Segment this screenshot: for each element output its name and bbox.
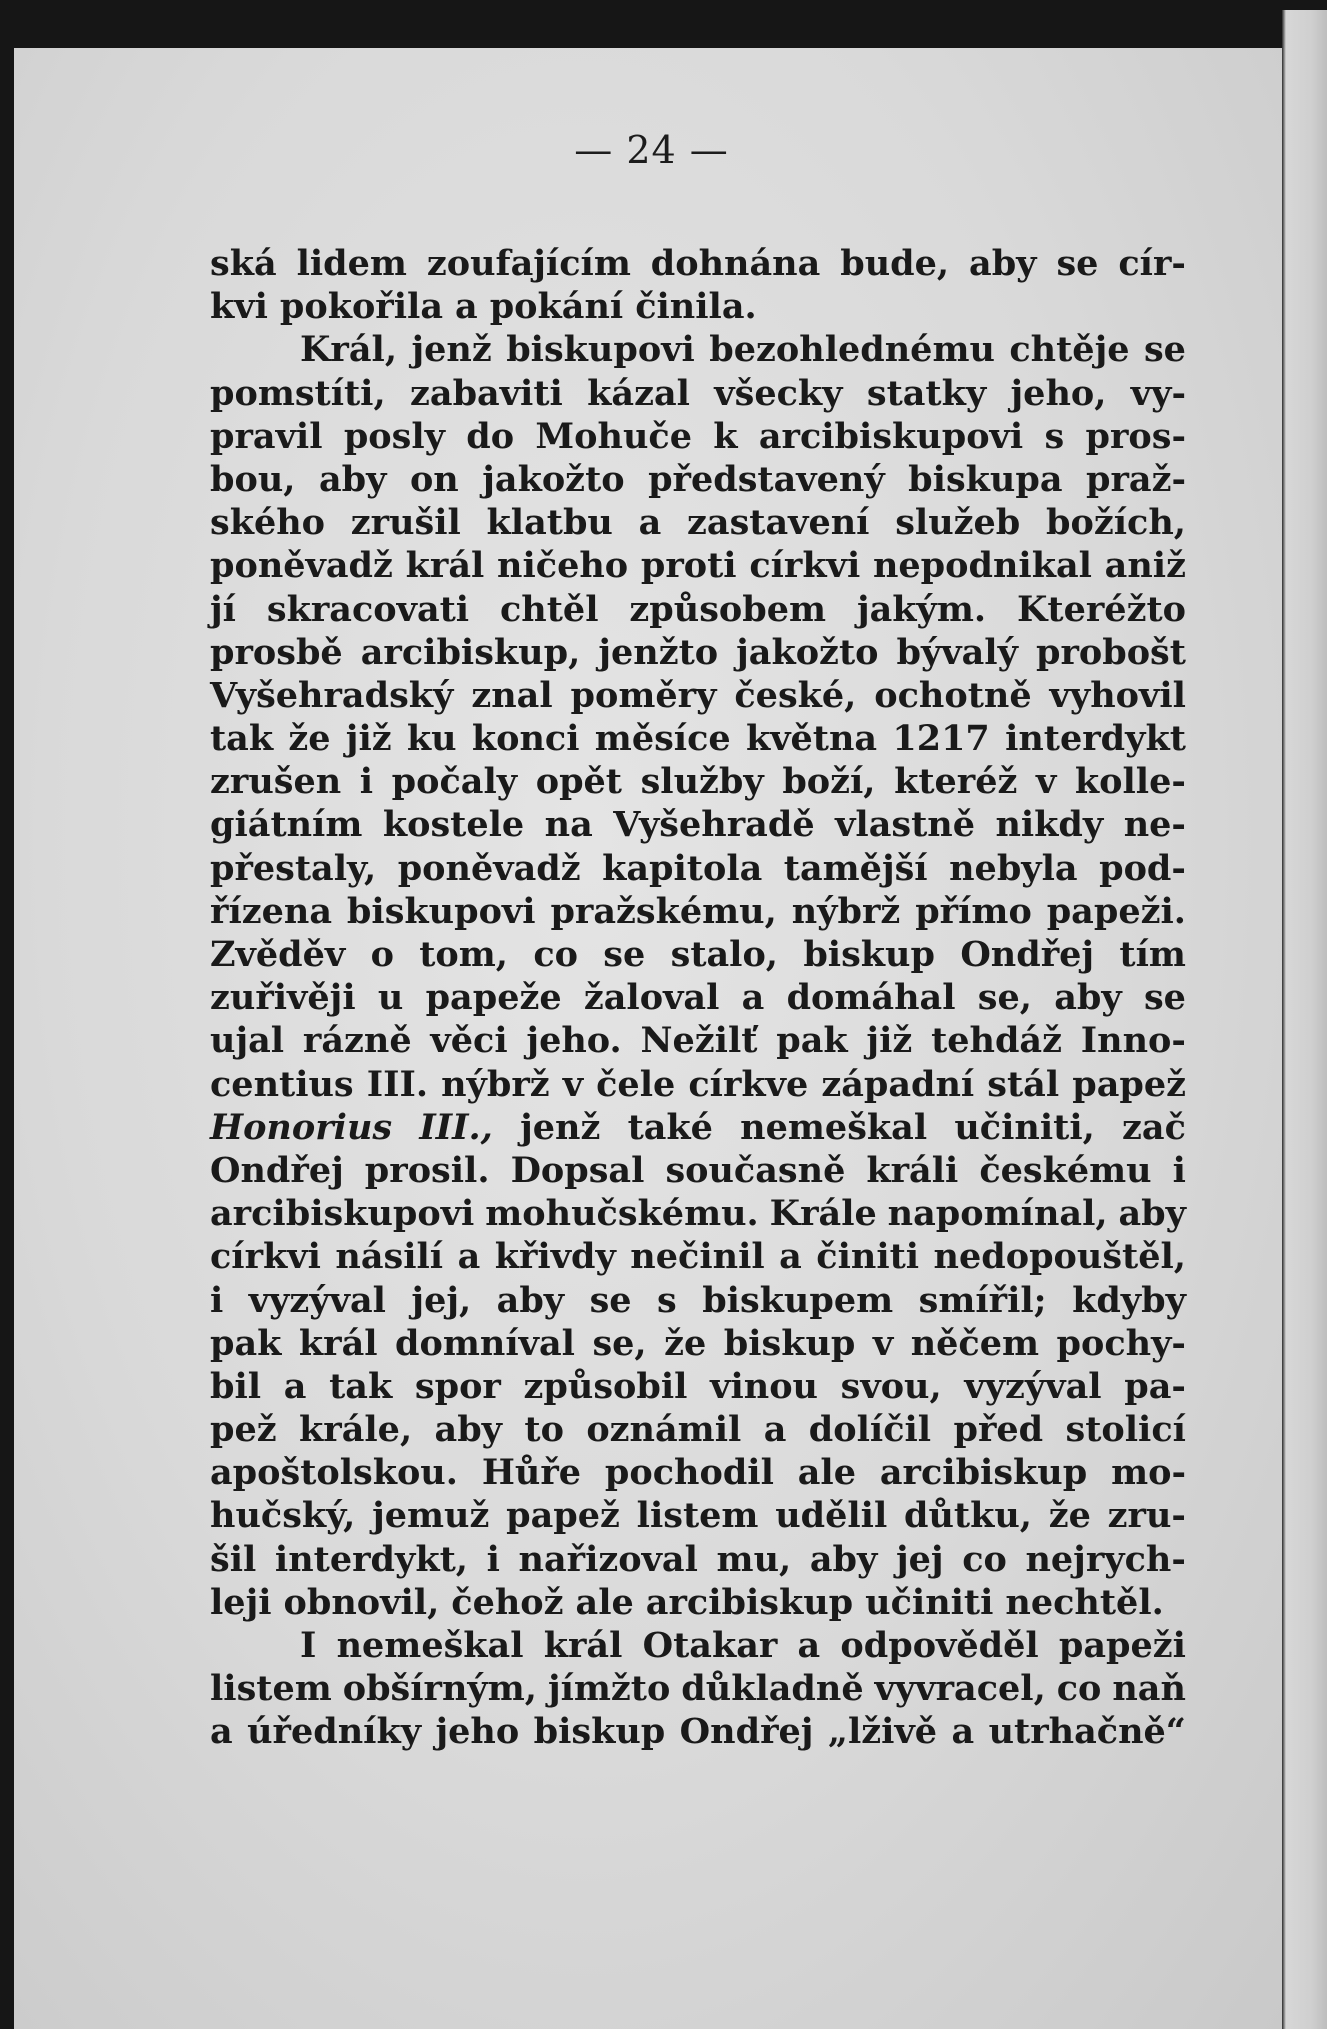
text-line: centius III. nýbrž v čele církve západní stál papež [210, 1063, 1186, 1105]
text-line: tak že již ku konci měsíce května 1217 interdykt [210, 718, 1186, 760]
text-line: přestaly, poněvadž kapitola tamější nebyla pod- [210, 847, 1186, 889]
text-line: Vyšehradský znal poměry české, ochotně vyhovil [210, 674, 1186, 716]
text-line: i vyzýval jej, aby se s biskupem smířil; kdyby [210, 1279, 1186, 1321]
text-line: bou, aby on jakožto představený biskupa praž- [210, 458, 1186, 500]
text-line: Ondřej prosil. Dopsal současně králi českému i [210, 1149, 1186, 1191]
text-line: pak král domníval se, že biskup v něčem pochy- [210, 1322, 1186, 1364]
page-edge [1282, 10, 1327, 2029]
text-line: Zvěděv o tom, co se stalo, biskup Ondřej tím [210, 934, 1186, 975]
text-line: listem obšírným, jímžto důkladně vyvracel, co naň [210, 1668, 1186, 1710]
text-line: zrušen i počaly opět služby boží, kteréž v kolle- [210, 761, 1186, 803]
text-line: ského zrušil klatbu a zastavení služeb božích, [210, 502, 1186, 544]
text-line: kvi pokořila a pokání činila. [210, 286, 757, 328]
page-number: — 24 — [574, 128, 729, 172]
text-line: ská lidem zoufajícím dohnána bude, aby se cír- [210, 243, 1186, 284]
text-line: pež krále, aby to oznámil a dolíčil před stolicí [210, 1409, 1186, 1451]
text-line: a úředníky jeho biskup Ondřej „lživě a utrhačně“ [210, 1711, 1186, 1753]
text-line: pravil posly do Mohuče k arcibiskupovi s pros- [210, 415, 1186, 457]
text-line: pomstíti, zabaviti kázal všecky statky jeho, vy- [210, 372, 1186, 414]
text-line: poněvadž král ničeho proti církvi nepodnikal aniž [210, 545, 1186, 587]
text-line: Král, jenž biskupovi bezohlednému chtěje se [300, 329, 1186, 371]
text-line: prosbě arcibiskup, jenžto jakožto bývalý probošt [210, 631, 1186, 673]
text-line: církvi násilí a křivdy nečinil a činiti nedopouštěl, [210, 1236, 1186, 1278]
text-line: Honorius III., jenž také nemeškal učiniti, zač [210, 1106, 1186, 1148]
body-text [210, 242, 1186, 1754]
text-line: šil interdykt, i nařizoval mu, aby jej co nejrych- [210, 1538, 1186, 1580]
text-line: apoštolskou. Hůře pochodil ale arcibiskup mo- [210, 1452, 1186, 1494]
text-line: leji obnovil, čehož ale arcibiskup učiniti nechtěl. [210, 1581, 1164, 1623]
text-line: arcibiskupovi mohučskému. Krále napomínal, aby [210, 1193, 1186, 1235]
text-line: giátním kostele na Vyšehradě vlastně nikdy ne- [210, 804, 1186, 846]
text-line: I nemeškal král Otakar a odpověděl papeži [300, 1625, 1186, 1666]
text-line: ujal rázně věci jeho. Nežilť pak již tehdáž Inno- [210, 1020, 1186, 1062]
text-line: zuřivěji u papeže žaloval a domáhal se, aby se [210, 977, 1186, 1019]
text-line: hučský, jemuž papež listem udělil důtku, že zru- [210, 1495, 1186, 1537]
text-line: bil a tak spor způsobil vinou svou, vyzýval pa- [210, 1365, 1186, 1407]
text-line: jí skracovati chtěl způsobem jakým. Kteréžto [210, 588, 1186, 630]
text-line: řízena biskupovi pražskému, nýbrž přímo papeži. [210, 890, 1186, 932]
